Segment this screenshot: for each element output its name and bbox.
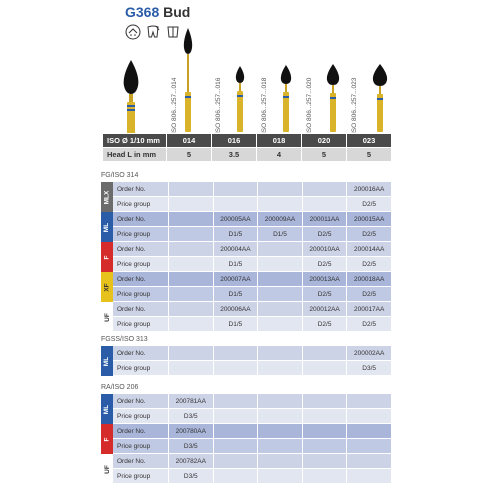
tag-badge: ML — [101, 394, 113, 424]
bur-018 — [278, 62, 294, 134]
tag-badge: ML — [101, 212, 113, 242]
section-title: RA/ISO 206 — [101, 384, 139, 391]
price-group-cell: D1/5 — [214, 257, 259, 272]
order-no-label: Order No. — [113, 424, 169, 439]
order-number-cell — [303, 182, 348, 197]
size-cell: 023 — [347, 134, 392, 148]
order-number-cell — [169, 182, 214, 197]
order-no-label: Order No. — [113, 242, 169, 257]
order-number-cell: 200006AA — [214, 302, 259, 317]
price-group-cell: D2/5 — [303, 287, 348, 302]
order-no-label: Order No. — [113, 182, 169, 197]
order-number-cell — [258, 394, 303, 409]
order-no-label: Order No. — [113, 346, 169, 361]
order-number-cell — [214, 182, 259, 197]
order-row — [113, 302, 392, 317]
order-number-cell: 200004AA — [214, 242, 259, 257]
price-group-label: Price group — [113, 197, 169, 212]
order-number-cell: 200013AA — [303, 272, 348, 287]
order-row — [113, 454, 392, 469]
price-group-cell — [258, 317, 303, 332]
price-group-cell — [214, 409, 259, 424]
price-group-label: Price group — [113, 317, 169, 332]
order-number-cell: 200011AA — [303, 212, 348, 227]
order-number-cell — [347, 454, 392, 469]
order-number-cell: 200010AA — [303, 242, 348, 257]
order-number-cell — [303, 424, 348, 439]
order-number-cell — [258, 302, 303, 317]
price-group-cell — [258, 361, 303, 376]
section-block — [101, 394, 392, 484]
tag-badge: F — [101, 242, 113, 272]
price-group-cell — [258, 287, 303, 302]
price-group-cell: D2/5 — [347, 287, 392, 302]
price-group-cell — [214, 197, 259, 212]
price-group-cell — [258, 469, 303, 484]
length-cell: 5 — [167, 148, 212, 162]
order-number-cell — [214, 346, 259, 361]
price-group-cell — [169, 361, 214, 376]
tag-badge: UF — [101, 454, 113, 484]
bur-016 — [232, 62, 248, 134]
section-title: FGSS/ISO 313 — [101, 336, 148, 343]
size-cell: 016 — [212, 134, 257, 148]
order-no-label: Order No. — [113, 272, 169, 287]
price-group-label: Price group — [113, 257, 169, 272]
order-number-cell — [169, 272, 214, 287]
tag-group-uf — [101, 454, 392, 484]
order-number-cell — [258, 346, 303, 361]
price-group-cell: D1/5 — [214, 287, 259, 302]
price-group-cell — [258, 197, 303, 212]
price-group-cell — [258, 409, 303, 424]
tooth-icon — [145, 24, 161, 40]
price-row — [113, 287, 392, 302]
order-row — [113, 424, 392, 439]
price-group-cell: D2/5 — [347, 227, 392, 242]
price-group-cell — [169, 287, 214, 302]
price-group-cell — [258, 439, 303, 454]
order-number-cell — [214, 454, 259, 469]
price-group-cell: D2/5 — [347, 317, 392, 332]
order-number-cell — [258, 242, 303, 257]
order-number-cell — [303, 346, 348, 361]
order-number-cell — [258, 424, 303, 439]
order-row — [113, 212, 392, 227]
head-length-label: Head L in mm — [103, 148, 167, 162]
order-number-cell — [169, 212, 214, 227]
order-number-cell — [258, 182, 303, 197]
price-group-cell — [169, 317, 214, 332]
price-group-cell — [169, 227, 214, 242]
price-group-cell — [347, 469, 392, 484]
order-number-cell — [169, 242, 214, 257]
iso-size-label: ISO Ø 1/10 mm — [103, 134, 167, 148]
price-group-label: Price group — [113, 409, 169, 424]
order-no-label: Order No. — [113, 394, 169, 409]
length-cell: 5 — [302, 148, 347, 162]
order-no-label: Order No. — [113, 454, 169, 469]
price-group-cell: D1/5 — [214, 317, 259, 332]
price-row — [113, 257, 392, 272]
price-row — [113, 197, 392, 212]
order-number-cell: 200014AA — [347, 242, 392, 257]
length-cell: 4 — [257, 148, 302, 162]
price-group-cell: D2/5 — [303, 227, 348, 242]
iso-label-020: ISO 806...257...020 — [306, 77, 313, 134]
iso-size-row — [103, 134, 392, 148]
symbol-row — [125, 24, 181, 40]
order-row — [113, 394, 392, 409]
iso-label-018: ISO 806...257...018 — [261, 77, 268, 134]
iso-label-014: ISO 806...257...014 — [171, 77, 178, 134]
order-number-cell: 200007AA — [214, 272, 259, 287]
order-number-cell: 200002AA — [347, 346, 392, 361]
order-number-cell: 200015AA — [347, 212, 392, 227]
tag-group-uf — [101, 302, 392, 332]
order-number-cell — [169, 346, 214, 361]
order-number-cell: 200017AA — [347, 302, 392, 317]
iso-label-016: ISO 806...257...016 — [215, 77, 222, 134]
order-number-cell: 200005AA — [214, 212, 259, 227]
order-row — [113, 346, 392, 361]
tag-badge: MLX — [101, 182, 113, 212]
tag-badge: F — [101, 424, 113, 454]
price-group-label: Price group — [113, 287, 169, 302]
order-number-cell: 200012AA — [303, 302, 348, 317]
price-group-cell: D3/5 — [169, 469, 214, 484]
tooth-crown-icon — [165, 24, 181, 40]
price-group-label: Price group — [113, 227, 169, 242]
price-group-cell — [169, 197, 214, 212]
price-group-cell — [303, 197, 348, 212]
tag-group-mlx — [101, 182, 392, 212]
size-cell: 020 — [302, 134, 347, 148]
price-group-cell — [214, 439, 259, 454]
price-group-cell — [347, 439, 392, 454]
price-group-cell — [303, 409, 348, 424]
price-group-cell — [303, 469, 348, 484]
length-cell: 3.5 — [212, 148, 257, 162]
price-group-cell — [303, 439, 348, 454]
tag-group-ml — [101, 212, 392, 242]
price-group-cell — [214, 469, 259, 484]
section-block — [101, 182, 392, 332]
bur-020 — [324, 62, 342, 134]
order-number-cell — [258, 454, 303, 469]
price-group-cell — [169, 257, 214, 272]
order-number-cell: 200016AA — [347, 182, 392, 197]
price-group-cell — [347, 409, 392, 424]
product-title — [125, 4, 190, 20]
bur-023 — [370, 62, 390, 134]
iso-label-023: ISO 806...257...023 — [351, 77, 358, 134]
price-group-cell: D1/5 — [258, 227, 303, 242]
size-cell: 014 — [167, 134, 212, 148]
order-number-cell — [169, 302, 214, 317]
order-number-cell: 200780AA — [169, 424, 214, 439]
product-name: Bud — [163, 4, 191, 20]
price-group-cell — [258, 257, 303, 272]
order-number-cell — [258, 272, 303, 287]
price-row — [113, 361, 392, 376]
size-cell: 018 — [257, 134, 302, 148]
order-row — [113, 242, 392, 257]
diamond-grit-icon — [125, 24, 141, 40]
length-cell: 5 — [347, 148, 392, 162]
price-row — [113, 317, 392, 332]
order-number-cell — [347, 424, 392, 439]
price-group-cell: D3/5 — [347, 361, 392, 376]
tag-badge: ML — [101, 346, 113, 376]
section-title: FG/ISO 314 — [101, 172, 139, 179]
order-number-cell: 200009AA — [258, 212, 303, 227]
order-row — [113, 182, 392, 197]
price-group-cell: D3/5 — [169, 439, 214, 454]
tag-badge: UF — [101, 302, 113, 332]
price-group-cell: D2/5 — [303, 317, 348, 332]
price-group-cell: D2/5 — [303, 257, 348, 272]
price-group-cell: D3/5 — [169, 409, 214, 424]
section-block — [101, 346, 392, 376]
order-row — [113, 272, 392, 287]
price-group-label: Price group — [113, 469, 169, 484]
order-number-cell: 200018AA — [347, 272, 392, 287]
tag-group-f — [101, 242, 392, 272]
order-number-cell — [214, 394, 259, 409]
tag-group-ml — [101, 394, 392, 424]
head-length-row — [103, 148, 392, 162]
product-code: G368 — [125, 4, 160, 20]
price-row — [113, 409, 392, 424]
spec-table — [102, 133, 392, 162]
price-group-label: Price group — [113, 439, 169, 454]
price-row — [113, 227, 392, 242]
tag-group-f — [101, 424, 392, 454]
order-number-cell — [214, 424, 259, 439]
order-number-cell: 200781AA — [169, 394, 214, 409]
tag-badge: XF — [101, 272, 113, 302]
price-row — [113, 469, 392, 484]
order-no-label: Order No. — [113, 302, 169, 317]
price-group-cell: D2/5 — [347, 257, 392, 272]
order-number-cell — [347, 394, 392, 409]
price-group-label: Price group — [113, 361, 169, 376]
tag-group-ml — [101, 346, 392, 376]
price-row — [113, 439, 392, 454]
bur-illustration-large — [116, 58, 146, 138]
price-group-cell — [214, 361, 259, 376]
price-group-cell: D2/5 — [347, 197, 392, 212]
tag-group-xf — [101, 272, 392, 302]
price-group-cell — [303, 361, 348, 376]
order-number-cell: 200782AA — [169, 454, 214, 469]
price-group-cell: D1/5 — [214, 227, 259, 242]
order-no-label: Order No. — [113, 212, 169, 227]
order-number-cell — [303, 454, 348, 469]
order-number-cell — [303, 394, 348, 409]
